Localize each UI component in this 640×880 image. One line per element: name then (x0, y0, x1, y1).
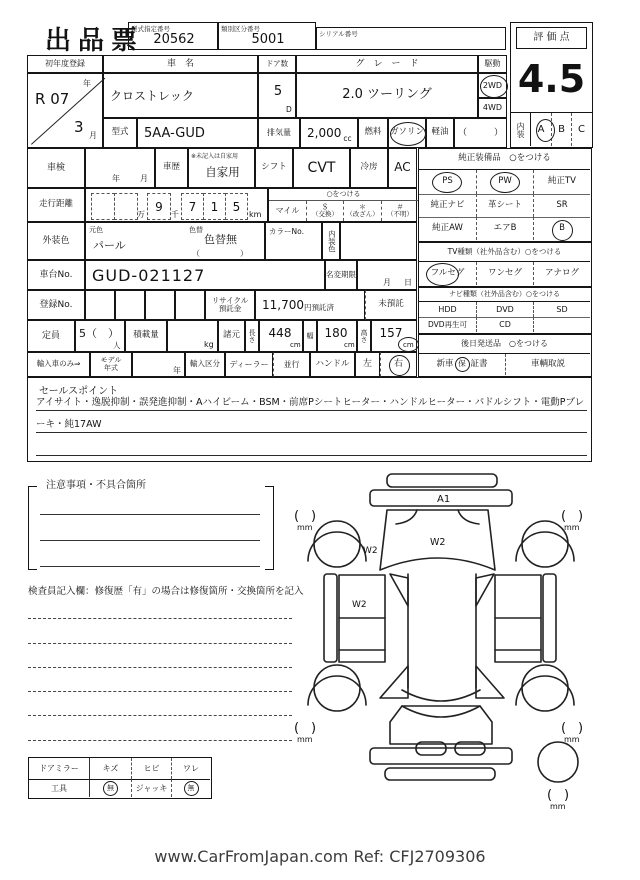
import-dealer: ディーラー (225, 352, 273, 377)
recycle-label-2: 預託金 (218, 304, 242, 313)
reg-no-box-3 (145, 290, 175, 320)
ext-color-cell (85, 222, 265, 260)
bracket-bl-close: ) (311, 721, 317, 736)
first-reg-header: 初年度登録 (27, 55, 103, 73)
interior-grade-label: 内装 (511, 113, 531, 146)
recycle-label-1: リサイクル (211, 295, 249, 305)
flag-dollar (306, 201, 343, 221)
navi-cd: CD (476, 317, 533, 332)
import-parallel: 並行 (273, 352, 310, 377)
color-change-value: 色替無 (204, 233, 237, 246)
equip-leather: 革シート (476, 194, 533, 217)
flag-asterisk-sym: ＊ (359, 202, 366, 211)
class-code-value: 5001 (251, 31, 285, 47)
bracket-tr-close: ) (578, 509, 584, 524)
mileage-digit-4: 7 (181, 193, 204, 220)
displacement-unit: cc (343, 133, 352, 143)
c-pillar-right (476, 666, 504, 698)
mileage-digit-3: 9 (147, 193, 171, 220)
mm-spare: mm (550, 802, 566, 811)
mileage-cell (85, 188, 268, 222)
chassis-label: 車台No. (27, 260, 85, 290)
evaluation-label: 評 価 点 (516, 27, 587, 49)
roof-lines (408, 574, 476, 688)
height-label: 高さ (357, 320, 371, 352)
model-year-label-1: モデル (100, 355, 122, 364)
sales-points-line2: ーキ・純17AW (36, 416, 587, 433)
first-reg-month: 3 (74, 118, 84, 136)
tv-type-header: TV種類（社外品含む）○をつける (419, 243, 590, 262)
model-code-label: 型式指定番号 (131, 25, 170, 33)
mm-bl: mm (297, 735, 313, 744)
ship-later-box (418, 334, 592, 377)
caution-line-3 (40, 566, 260, 567)
doors-value: 5 (273, 83, 283, 99)
door-dividers-right (495, 618, 541, 650)
mirror-table (28, 757, 212, 799)
headlight-left (396, 510, 417, 524)
tv-analog: アナログ (533, 262, 590, 285)
mirror-c4: ワレ (171, 758, 210, 779)
height-unit: cm (403, 341, 414, 349)
width-unit: cm (344, 341, 355, 349)
fuel-label: 燃料 (358, 118, 388, 148)
mm-br: mm (564, 735, 580, 744)
handle-right: 右 (380, 352, 417, 377)
equip-ps: PS (442, 176, 453, 187)
mileage-unit: km (249, 210, 262, 219)
tv-oneseg: ワンセグ (476, 262, 533, 285)
sales-points-line3 (36, 439, 587, 456)
bracket-spare-open: ( (547, 788, 553, 803)
interior-grade-row (510, 112, 593, 148)
color-change-label: 色替 (189, 226, 203, 234)
doors-cell (258, 73, 296, 118)
equipment-box (418, 148, 592, 242)
displacement-cell (300, 118, 358, 148)
flag-dollar-sym: ＄ (321, 202, 329, 211)
flag-asterisk (343, 201, 381, 221)
mirror-r2c1: 工具 (29, 779, 89, 797)
mirror-c2: キズ (89, 758, 131, 779)
equipment-header: 純正装備品 ○をつける (419, 149, 590, 170)
trunk-arc (402, 706, 480, 717)
spec-label: 諸元 (218, 320, 245, 352)
headlight-right (458, 510, 479, 524)
drive-4wd: 4WD (478, 98, 507, 118)
month-suffix: 月 (89, 131, 97, 140)
shift-value: CVT (293, 148, 350, 188)
name-change-month: 月 (383, 278, 391, 287)
wheel-rear-left (314, 665, 360, 711)
navi-dvd: DVD (476, 302, 533, 317)
mirror-r2c2 (89, 779, 131, 797)
model-code-box (128, 22, 218, 50)
door-dividers-left (339, 618, 385, 650)
recycle-cell (255, 290, 365, 320)
equip-pw: PW (476, 170, 533, 194)
caution-line-1 (40, 514, 260, 515)
class-code-box (218, 22, 316, 50)
capacity-label: 定員 (27, 320, 75, 352)
model-label: 型式 (103, 118, 137, 148)
interior-grade-c: C (571, 113, 591, 146)
interior-grade-b: B (551, 113, 571, 146)
inspector-line-6 (28, 740, 292, 741)
model-year-label (90, 352, 132, 377)
c-pillar-left (380, 666, 408, 698)
rocker-right (543, 574, 556, 662)
circle-mark-jack-none: 無 (184, 781, 199, 796)
bracket-left (28, 486, 37, 570)
inspector-note: 検査員記入欄：修復歴「有」の場合は修復箇所・交換箇所を記入 (28, 586, 304, 597)
drive-2wd: 2WD (478, 73, 507, 98)
fuel-diesel: 軽油 (426, 118, 454, 148)
length-cell (259, 320, 303, 352)
capacity-unit: 人 (113, 341, 121, 350)
mark-w2-fender: W2 (363, 546, 378, 556)
navi-type-header: ナビ種類（社外品含む）○をつける (419, 288, 590, 302)
color-no-cell (265, 222, 322, 260)
flag-hash (381, 201, 418, 221)
footer-text: www.CarFromJapan.com Ref: CFJ2709306 (154, 847, 486, 867)
drive-header: 駆動 (478, 55, 507, 73)
history-value: 自家用 (205, 165, 240, 180)
mileage-digit-5: 1 (203, 193, 226, 220)
handle-left: 左 (355, 352, 380, 377)
mark-w2-door: W2 (352, 600, 367, 610)
width-value: 180 (324, 326, 348, 341)
inspector-line-3 (28, 667, 292, 668)
rear-bumper (370, 748, 512, 764)
not-deposited: 未預託 (365, 290, 417, 320)
grade-header: グ レ ー ド (296, 55, 478, 73)
class-code-label: 類別区分番号 (221, 25, 260, 33)
length-value: 448 (268, 326, 292, 341)
mileage-digit-6: 5 (225, 193, 248, 220)
front-top-strip (387, 474, 497, 487)
inspector-line-2 (28, 643, 292, 644)
equip-sr: SR (533, 194, 590, 217)
ac-label: 冷房 (350, 148, 388, 188)
orig-color-label: 元色 (89, 226, 103, 234)
rocker-left (324, 574, 337, 662)
recycle-suffix: 円預託済 (304, 302, 334, 312)
model-year-label-2: 年式 (104, 363, 118, 372)
warranty-book (419, 354, 505, 375)
interior-grade-a: A (537, 123, 545, 135)
height-value: 157 (379, 326, 403, 341)
mileage-label: 走行距離 (27, 188, 85, 222)
inspection-label: 車検 (27, 148, 85, 188)
length-unit: cm (290, 341, 301, 349)
navi-dvd-play: DVD再生可 (419, 317, 476, 332)
circle-mark-warranty: 保 (455, 357, 470, 372)
equip-b: B (533, 217, 590, 240)
handle-label: ハンドル (310, 352, 355, 377)
wheel-front-left (314, 521, 360, 567)
flag-mile: マイル (275, 206, 300, 216)
load-cell (167, 320, 218, 352)
fender-rear-left (308, 676, 366, 705)
circle-note: ○をつける (269, 189, 418, 201)
flag-hash-sym: ＃ (396, 202, 404, 211)
car-name-header: 車 名 (103, 55, 258, 73)
bracket-br-open: ( (561, 721, 567, 736)
load-unit: kg (204, 340, 214, 349)
flag-hash-sub: （不明） (387, 210, 413, 219)
bracket-tr-open: ( (561, 509, 567, 524)
equip-navi: 純正ナビ (419, 194, 476, 217)
tv-type-box (418, 242, 592, 287)
length-label: 長さ (245, 320, 259, 352)
caution-line-2 (40, 540, 260, 541)
width-cell (317, 320, 357, 352)
first-reg-year: R 07 (35, 90, 70, 108)
fender-rear-right (516, 676, 574, 705)
bracket-tl-close: ) (311, 509, 317, 524)
name-change-label-text: 名変期限 (326, 269, 356, 279)
page-title: 出品票 (45, 26, 145, 56)
tv-fullseg: フルセグ (430, 267, 465, 278)
width-label: 幅 (303, 320, 317, 352)
model-year-cell (132, 352, 185, 377)
fuel-gasoline: ガソリン (388, 118, 426, 148)
recycle-label (205, 290, 255, 320)
a-pillar-right (476, 574, 494, 606)
bracket-tl-open: ( (294, 509, 300, 524)
mileage-man: 万 (137, 210, 145, 219)
displacement-label: 排気量 (258, 118, 300, 148)
warranty-pre: 新車 (436, 358, 454, 369)
fuel-paren: （ ） (454, 118, 507, 148)
mm-tl: mm (297, 523, 313, 532)
ship-later-header: 後日発送品 ○をつける (419, 335, 590, 354)
doors-suffix: D (286, 105, 292, 114)
navi-empty (533, 317, 590, 332)
spare-tire (538, 742, 578, 782)
bracket-right (265, 486, 274, 570)
chassis-value: GUD-021127 (85, 260, 325, 290)
displacement-value: 2,000 (307, 126, 342, 140)
mirror-r2c3: ジャッキ (131, 779, 171, 797)
year-suffix: 年 (83, 79, 91, 88)
serial-label: シリアル番号 (319, 30, 358, 38)
grade-value: 2.0 ツーリング (296, 73, 478, 118)
car-damage-diagram (280, 460, 640, 850)
flag-asterisk-sub: （改ざん） (346, 210, 379, 219)
fender-front-right (516, 532, 574, 561)
inspector-line-4 (28, 691, 292, 692)
a-pillar-left (390, 574, 408, 606)
bracket-br-close: ) (578, 721, 584, 736)
int-color-cell (340, 222, 417, 260)
history-cell (188, 148, 255, 188)
shift-label: シフト (255, 148, 293, 188)
color-change-paren: （ ） (192, 249, 248, 258)
sales-points-label: セールスポイント (39, 386, 119, 397)
mirror-r2c4 (171, 779, 210, 797)
rear-bottom-strip (385, 768, 495, 780)
equip-aw: 純正AW (419, 217, 476, 240)
mileage-digit-1 (91, 193, 115, 220)
bracket-spare-close: ) (564, 788, 570, 803)
mm-tr: mm (564, 523, 580, 532)
name-change-day: 日 (404, 278, 412, 287)
height-cell (371, 320, 417, 352)
rear-glass-arc (402, 690, 480, 701)
inspection-month: 月 (140, 174, 148, 183)
caution-label: 注意事項・不具合箇所 (46, 480, 146, 491)
doors-header: ドア数 (258, 55, 296, 73)
sales-points-line1: アイサイト・逸脱抑制・誤発進抑制・Aハイビーム・BSM・前席Pシートヒーター・ハンドルヒーター・パドルシフト・電動Pブレ (36, 394, 587, 411)
equip-airbag: エアB (476, 217, 533, 240)
mileage-flags (268, 188, 417, 222)
model-code-value: 20562 (153, 31, 195, 47)
trunk-panel (390, 706, 492, 744)
inspection-year: 年 (112, 174, 120, 183)
capacity-cell (75, 320, 125, 352)
mileage-digit-2 (114, 193, 138, 220)
capacity-value: 5（ ） (79, 326, 119, 340)
vehicle-manual: 車輌取説 (505, 354, 590, 375)
car-name-value: クロストレック (103, 73, 258, 118)
ac-value: AC (388, 148, 417, 188)
model-value: 5AA-GUD (137, 118, 258, 148)
inspector-line-5 (28, 715, 292, 716)
inspector-line-1 (28, 618, 292, 619)
equip-tv: 純正TV (533, 170, 590, 194)
first-reg-cell (27, 73, 103, 148)
wheel-rear-right (522, 665, 568, 711)
mark-w2-hood: W2 (430, 537, 446, 548)
evaluation-score: 4.5 (517, 57, 586, 102)
mirror-c3: ヒビ (131, 758, 171, 779)
navi-type-box (418, 287, 592, 334)
circle-mark-tools-none: 無 (103, 781, 118, 796)
navi-hdd: HDD (438, 304, 457, 314)
wheel-front-right (522, 521, 568, 567)
mileage-sen: 千 (171, 210, 179, 219)
reg-no-box-1 (85, 290, 115, 320)
serial-box (316, 27, 506, 50)
int-color-label: 内装色 (322, 222, 340, 260)
inspection-cell (85, 148, 155, 188)
orig-color-value: パール (93, 239, 126, 252)
mark-a1: A1 (437, 494, 451, 505)
warranty-post: 証書 (470, 358, 488, 369)
reg-no-label: 登録No. (27, 290, 85, 320)
name-change-cell (357, 260, 417, 290)
sales-points-box (27, 377, 592, 462)
history-label: 車歴 (155, 148, 188, 188)
model-year-unit: 年 (173, 366, 181, 375)
name-change-label (325, 260, 357, 290)
navi-sd: SD (533, 302, 590, 317)
history-note: ※未記入は自家用 (191, 153, 239, 160)
reg-no-box-2 (115, 290, 145, 320)
flag-dollar-sub: （交換） (312, 210, 338, 219)
load-label: 積載量 (125, 320, 167, 352)
mirror-c1: ドアミラー (39, 763, 79, 773)
recycle-value: 11,700 (262, 298, 304, 312)
reg-no-box-4 (175, 290, 205, 320)
bracket-bl-open: ( (294, 721, 300, 736)
color-no-label: カラーNo. (269, 227, 304, 236)
import-label: 輸入車のみ⇒ (27, 352, 90, 377)
ext-color-label: 外装色 (27, 222, 85, 260)
fender-front-left (308, 532, 366, 561)
import-type-label: 輸入区分 (185, 352, 225, 377)
